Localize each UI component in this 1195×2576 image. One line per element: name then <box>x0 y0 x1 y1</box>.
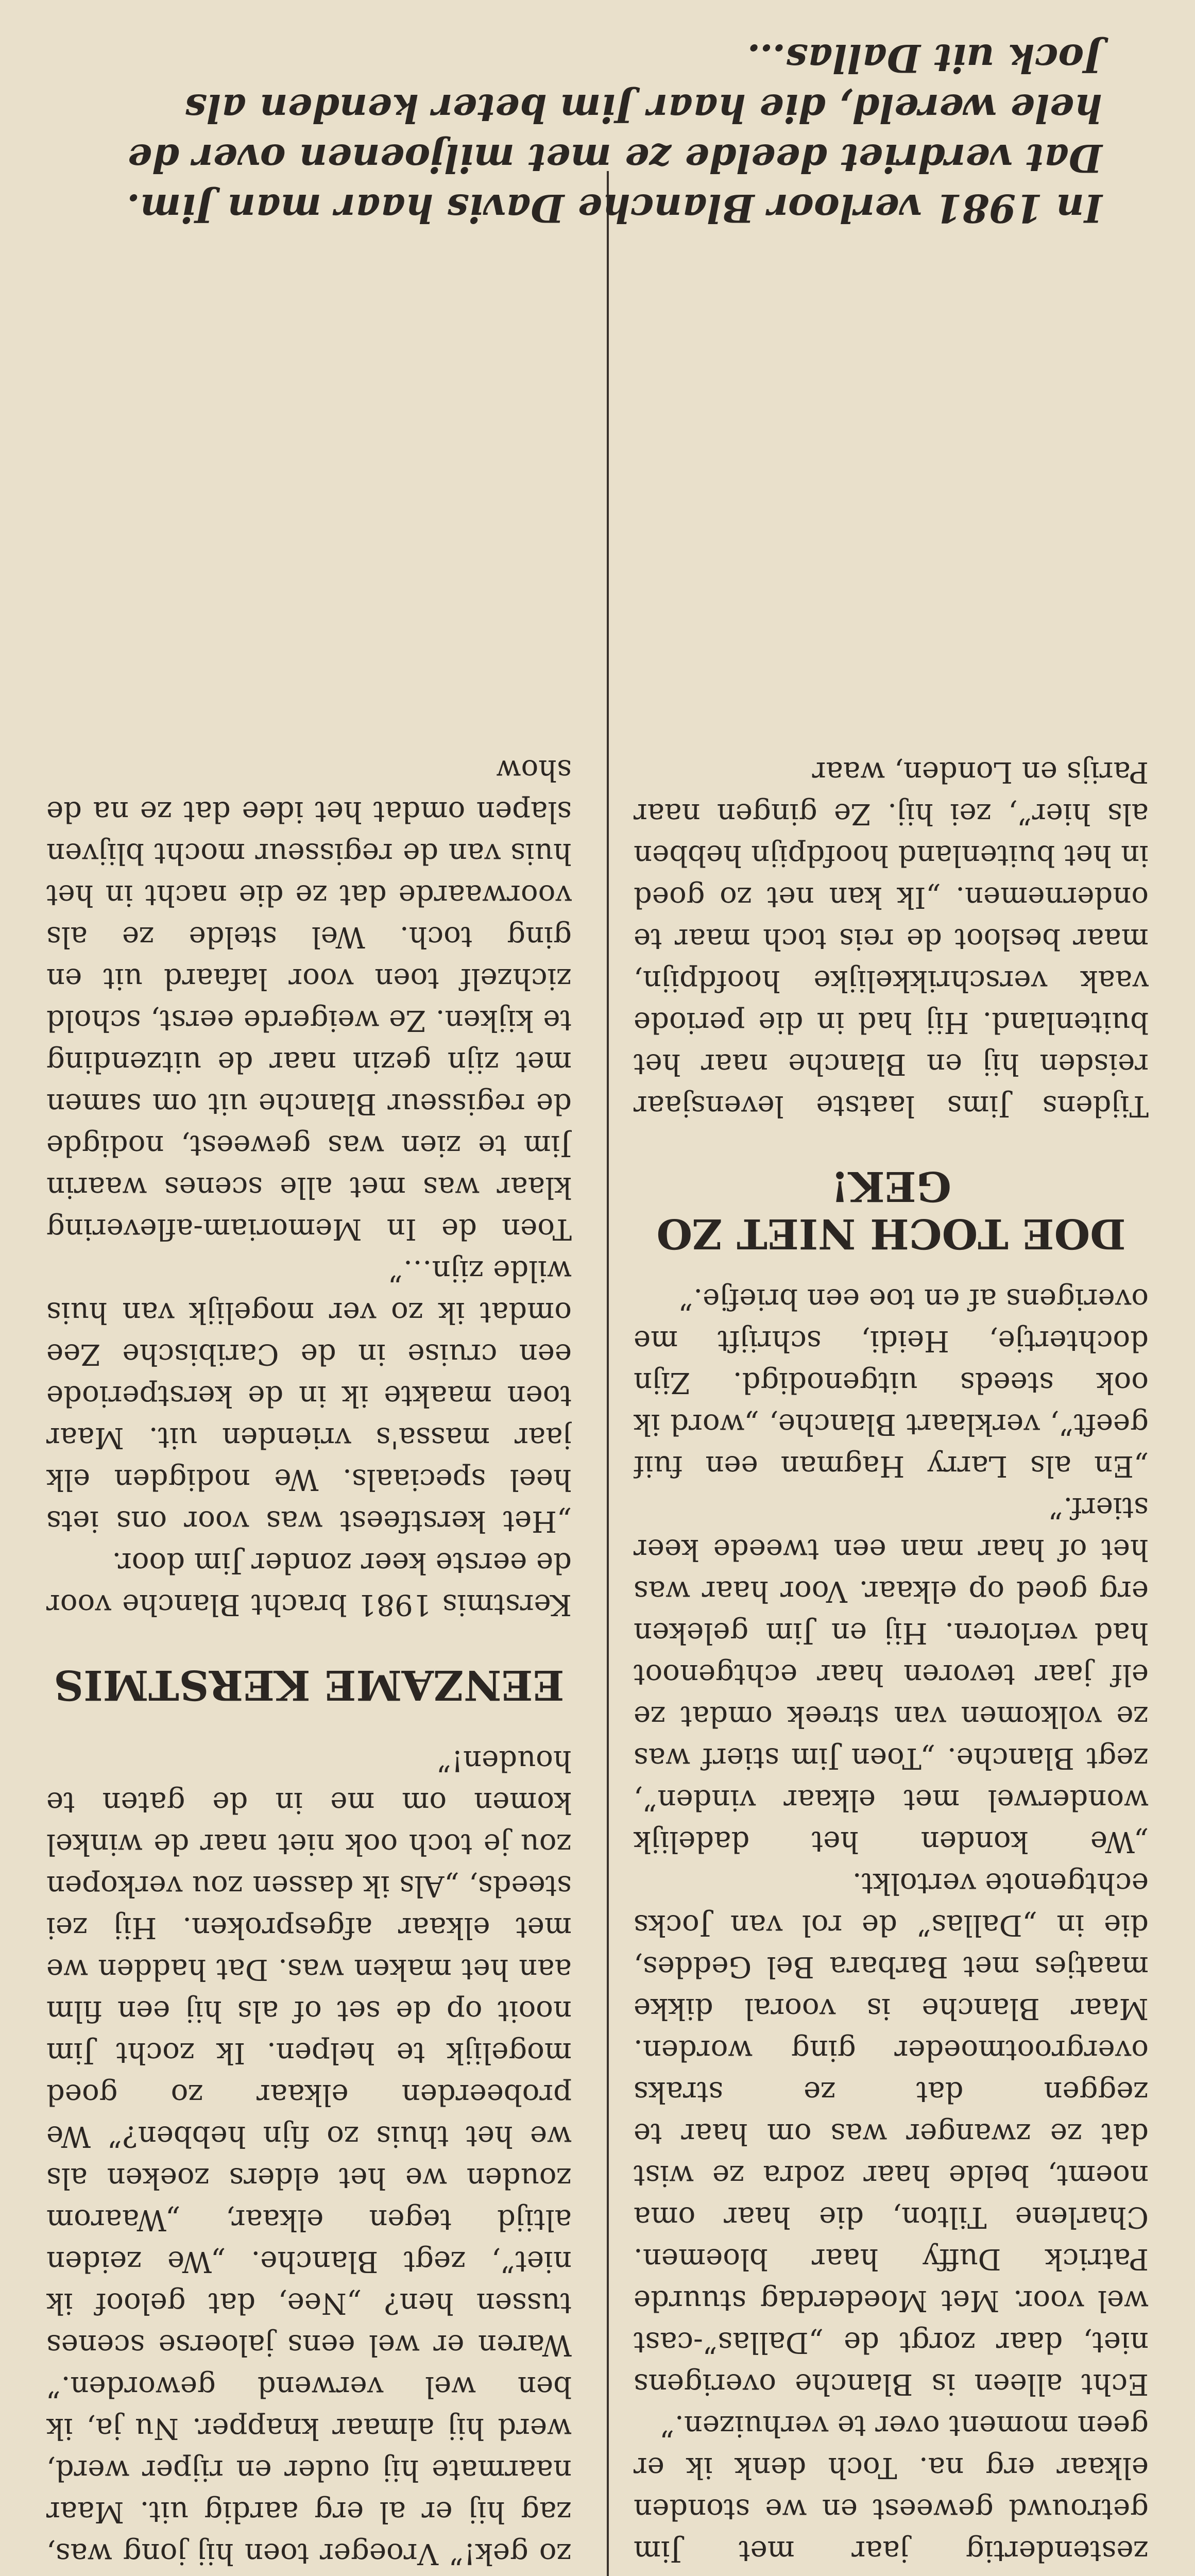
column-divider <box>607 171 609 2576</box>
column-left <box>634 161 1149 2576</box>
paragraph: Toen de In Memoriam-aflevering klaar was met alle scenes waarin Jim te zien was geweest, nodigde de regisseur Blanche uit om samen met zijn gezin naar de uitzending te kijken. Ze weigerde eerst, schold zichzelf toen voor lafaard uit en ging toch. Wel stelde ze als voorwaarde dat ze die nacht in het huis van de regisseur mocht blijven slapen omdat het idee dat ze na de show <box>46 753 572 1246</box>
paragraph: „En als Larry Hagman een fuif geeft”, verklaart Blanche, „word ik ook steeds uitgenodigd. Zijn dochtertje, Heidi, schrijft me overigens af en toe een briefje.” <box>634 1282 1149 1483</box>
column-right <box>46 161 572 2576</box>
paragraph: Tijdens Jims laatste levensjaar reisden hij en Blanche naar het buitenland. Hij had in die periode vaak verschrikkelijke hoofdpijn, maar besloot de reis toch maar te ondernemen. „Ik kan net zo goed in het buitenland hoofdpijn hebben als hier”, zei hij. Ze gingen naar Parijs en Londen, waar <box>634 755 1149 1123</box>
paragraph: „Het kerstfeest was voor ons iets heel speciaals. We nodigden elk jaar massa's vrienden uit. Maar toen maakte ik in de kerstperiode een cruise in de Caribische Zee omdat ik zo ver mogelijk van huis wilde zijn…” <box>46 1254 572 1538</box>
paragraph: zo gek!” Vroeger toen hij jong was, zag hij er al erg aardig uit. Maar naarmate hij ouder en rijper werd, werd hij almaar knapper. Nu ja, ik ben wel verwend geworden.” Waren er wel eens jaloerse scenes tussen hen? „Nee, dat geloof ik niet”, zegt Blanche. „We zeiden altijd tegen elkaar, „Waarom zouden we het elders zoeken als we het thuis zo fijn hebben?” We probeerden elkaar zo goed mogelijk te helpen. Ik zocht Jim nooit op de set of als hij een film aan het maken was. Dat hadden we met elkaar afgesproken. Hij zei steeds, „Als ik dassen zou verkopen zou je toch ook niet naar de winkel komen om me in de gaten te houden!” <box>46 1744 572 2570</box>
intro-lead: In 1981 verloor Blanche Davis haar man Jim. Dat verdriet deelde ze met miljoenen over de hele wereld, die haar Jim beter kenden als Jock uit Dallas… <box>126 36 1102 231</box>
paragraph: zestendertig jaar met Jim getrouwd geweest en we stonden elkaar erg na. Toch denk ik er geen moment over te verhuizen.” <box>634 2409 1149 2568</box>
paragraph: Kerstmis 1981 bracht Blanche voor de eerste keer zonder Jim door. <box>46 1546 572 1621</box>
section-heading: EENZAME KERSTMIS <box>54 1661 565 1709</box>
paragraph: „We konden het dadelijk wonderwel met elkaar vinden”, zegt Blanche. „Toen Jim stierf was ze volkomen van streek omdat ze elf jaar tevoren haar echtgenoot had verloren. Hij en Jim geleken erg goed op elkaar. Voor haar was het of haar man een tweede keer stierf.” <box>634 1491 1149 1858</box>
paragraph: Echt alleen is Blanche overigens niet, daar zorgt de „Dallas”-cast wel voor. Met Moederdag stuurde Patrick Duffy haar bloemen. Charlene Tilton, die haar oma noemt, belde haar zodra ze wist dat ze zwanger was om haar te zeggen dat ze straks overgrootmoeder ging worden. Maar Blanche is vooral dikke maatjes met Barbara Bel Geddes, die in „Dallas” de rol van Jocks echtgenote vertolkt. <box>634 1867 1149 2401</box>
section-heading: DOE TOCH NIET ZO GEK! <box>656 1162 1126 1258</box>
